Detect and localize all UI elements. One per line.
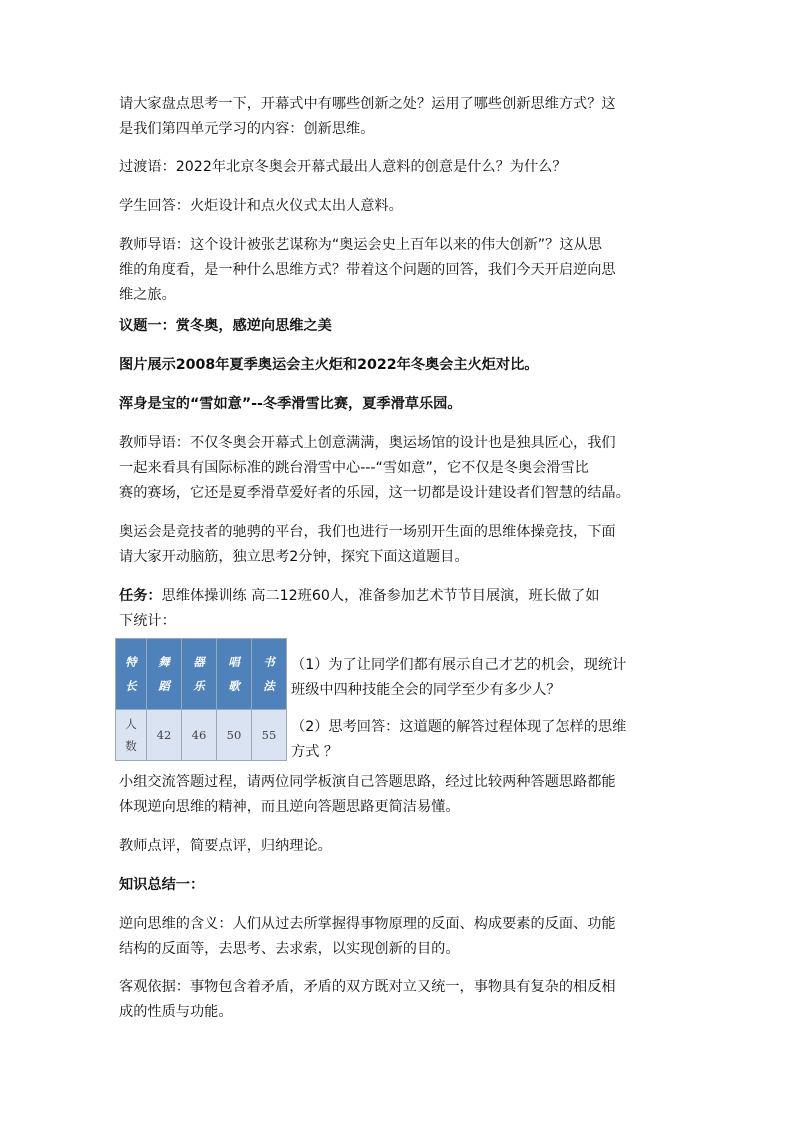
table-cell: 55 (252, 710, 287, 761)
table-header-cell: 器 乐 (182, 639, 217, 710)
question-one: （1）为了让同学们都有展示自己才艺的机会，现统计 班级中四种技能全会的同学至少有多少人？ (291, 657, 627, 698)
table-row (116, 710, 287, 761)
table-cell: 46 (182, 710, 217, 761)
table-header-cell: 书 法 (252, 639, 287, 710)
table-header-row (116, 639, 287, 710)
question-two: （2）思考回答：这道题的解答过程体现了怎样的思维 方式 ？ (291, 719, 627, 760)
paragraph-objective-basis: 客观依据：事物包含着矛盾，矛盾的双方既对立又统一，事物具有复杂的相反相 成的性质与功能。 (119, 979, 616, 1020)
paragraph-olympic-platform: 奥运会是竞技者的驰骋的平台，我们也进行一场别开生面的思维体操竞技，下面 请大家开动脑筋，独立思考2分钟，探究下面这道题目。 (119, 524, 616, 565)
table-header-cell: 唱 歌 (217, 639, 252, 710)
skills-table (115, 638, 287, 761)
table-header-cell: 特 长 (116, 639, 147, 710)
paragraph-intro: 请大家盘点思考一下，开幕式中有哪些创新之处？运用了哪些创新思维方式？这 是我们第四单元学习的内容：创新思维。 (119, 96, 616, 137)
table-header-cell: 舞 蹈 (147, 639, 182, 710)
paragraph-student-answer: 学生回答：火炬设计和点火仪式太出人意料。 (119, 198, 403, 214)
heading-topic-one: 议题一：赏冬奥，感逆向思维之美 (119, 318, 332, 334)
table-cell: 42 (147, 710, 182, 761)
paragraph-definition: 逆向思维的含义：人们从过去所掌握得事物原理的反面、构成要素的反面、功能 结构的反面等，去思考、去求索，以实现创新的目的。 (119, 916, 616, 957)
table-cell: 50 (217, 710, 252, 761)
paragraph-task: 任务：思维体操训练 高二12班60人，准备参加艺术节节目展演，班长做了如 下统计： (119, 588, 600, 629)
paragraph-torch-comparison: 图片展示2008年夏季奥运会主火炬和2022年冬奥会主火炬对比。 (119, 357, 539, 373)
heading-knowledge-summary: 知识总结一： (119, 877, 205, 893)
paragraph-transition: 过渡语：2022年北京冬奥会开幕式最出人意料的创意是什么？为什么？ (119, 159, 567, 175)
paragraph-teacher-guide-1: 教师导语：这个设计被张艺谋称为“奥运会史上百年以来的伟大创新”？这从思 维的角度看，是一种什么思维方式？带着这个问题的回答，我们今天开启逆向思 维之旅。 (119, 237, 616, 303)
task-label: 任务： (119, 588, 162, 604)
paragraph-group-discussion: 小组交流答题过程，请两位同学板演自己答题思路，经过比较两种答题思路都能 体现逆向思维的精神，而且逆向答题思路更简洁易懂。 (119, 774, 616, 815)
paragraph-teacher-guide-2: 教师导语：不仅冬奥会开幕式上创意满满，奥运场馆的设计也是独具匠心，我们 一起来看具有国际标准的跳台滑雪中心---“雪如意”，它不仅是冬奥会滑雪比 赛的赛场，它还是夏季滑草爱好者的乐园，这一切都是设计建设者们智慧的结晶。 (119, 435, 630, 501)
paragraph-snow-ruyi: 浑身是宝的“雪如意”--冬季滑雪比赛，夏季滑草乐园。 (119, 396, 462, 412)
table-row-label: 人 数 (116, 710, 147, 761)
paragraph-teacher-review: 教师点评，简要点评，归纳理论。 (119, 838, 332, 854)
task-text: 思维体操训练 高二12班60人，准备参加艺术节节目展演，班长做了如 (161, 588, 600, 604)
